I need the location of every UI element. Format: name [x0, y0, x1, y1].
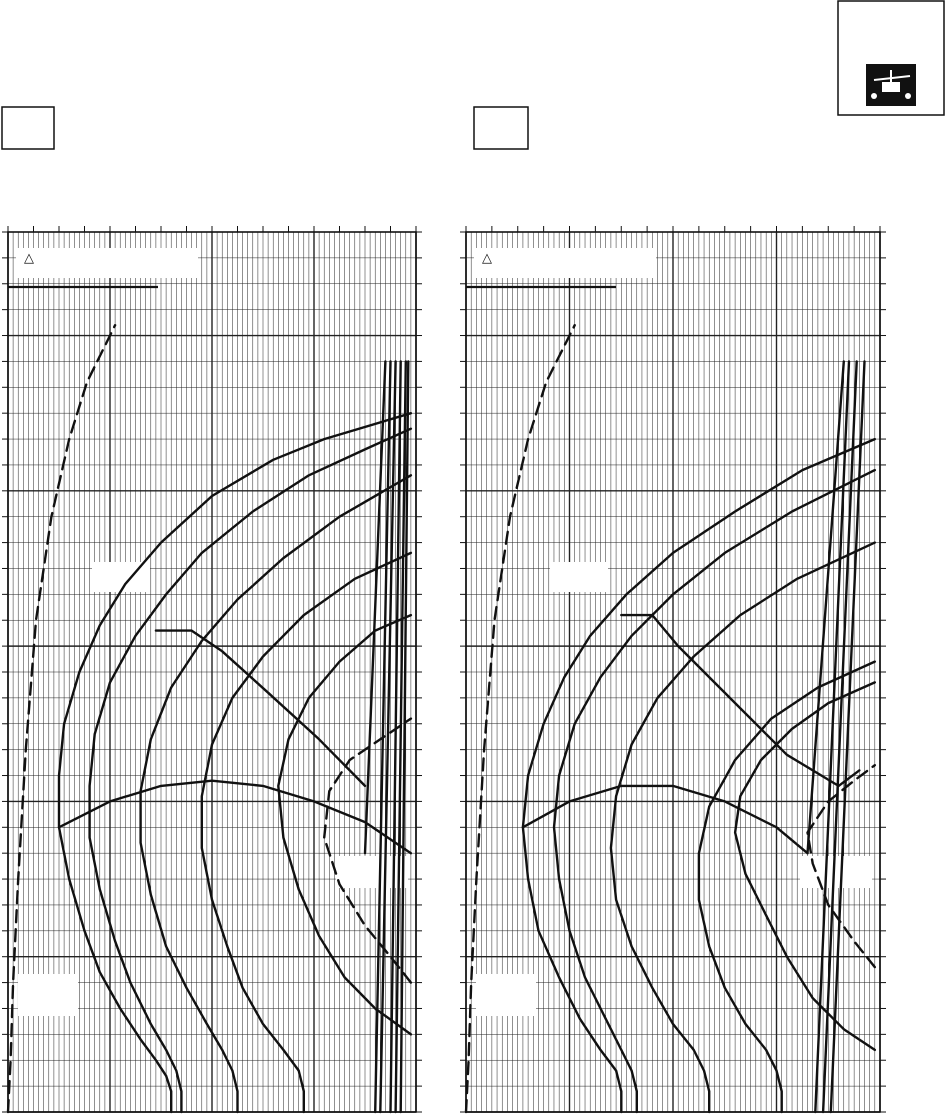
helicopter-icon — [866, 64, 916, 106]
label-box — [800, 856, 872, 888]
series-line-7 — [156, 631, 365, 786]
label-box — [474, 248, 656, 278]
label-box — [16, 248, 198, 278]
label-box — [336, 856, 408, 888]
right-label-box — [474, 107, 528, 149]
left-label-box — [2, 107, 54, 149]
series-line-6 — [59, 781, 411, 854]
series-line-6 — [523, 786, 808, 853]
chart-left — [2, 226, 422, 1112]
series-line-2 — [90, 429, 411, 1112]
label-box — [18, 974, 78, 1016]
delta-glyph: △ — [24, 251, 34, 266]
series-line-1 — [59, 413, 411, 1112]
chart-right — [460, 226, 886, 1112]
label-box — [476, 974, 536, 1016]
delta-glyph: △ — [482, 251, 492, 266]
label-box — [550, 562, 608, 592]
